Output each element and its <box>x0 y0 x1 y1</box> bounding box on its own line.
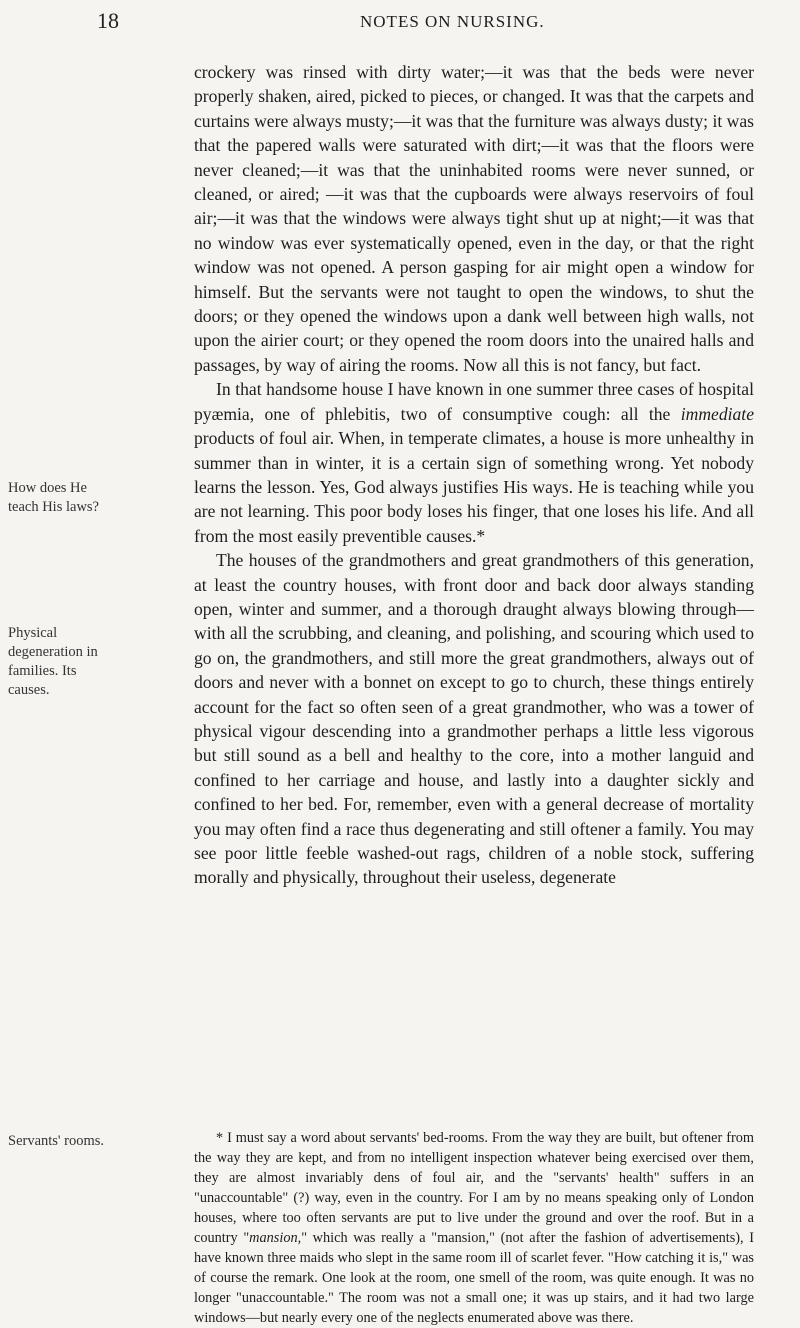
paragraph-continued: crockery was rinsed with dirty water;—it was that the beds were never properly shaken, aired, picked to pieces, or changed. It was that the carpets and curtains were always musty;—it was that the furniture was always dusty; it was that the papered walls were saturated with dirt;—it was that the floors were never cleaned;—it was that the uninhabited rooms were never sunned, or cleaned, or aired; —it was that the cupboards were always reservoirs of foul air;—it was that the windows were always tight shut up at night;—it was that no window was ever systematically opened, even in the day, or that the right window was not opened. A person gasping for air might open a window for himself. But the servants were not taught to open the windows, to shut the doors; or they opened the windows upon a dank well between high walls, not upon the airier court; or they opened the room doors into the unaired halls and passages, by way of airing the rooms. Now all this is not fancy, but fact. <box>194 62 754 375</box>
footnote-text: * I must say a word about servants' bed-rooms. From the way they are built, but oftener from the way they are kept, and from no intelligent inspection whatever being exercised over them, they are almost invariably dens of foul air, and the "servants' health" suffers in an "unaccountable" (?) way, even in the country. For I am by no means speaking only of London houses, where too often servants are put to live under the ground and over the roof. But in a country " <box>194 1130 754 1246</box>
emphasis-mansion: mansion, <box>249 1230 302 1246</box>
page-number: 18 <box>97 8 119 33</box>
footnote-text: " which was really a "mansion," (not after the fashion of advertisements), I have known three maids who slept in the same room ill of scarlet fever. "How catching it is," was of course the remark. One look at the room, one smell of the room, was quite enough. It was no longer "unaccountable." The room was not a small one; it was up stairs, and it had two large windows—but nearly every one of the neglects enumerated above was there. <box>194 1230 754 1326</box>
footnote <box>194 1128 754 1328</box>
main-body-text <box>194 60 754 890</box>
paragraph-grandmothers: The houses of the grandmothers and great grandmothers of this generation, at least the country houses, with front door and back door always standing open, winter and summer, and a thorough draught always blowing through—with all the scrubbing, and cleaning, and polishing, and scouring which used to go on, the grandmothers, and still more the great grandmothers, always out of doors and never with a bonnet on except to go to church, these things entirely account for the fact so often seen of a great grandmother, who was a tower of physical vigour descending into a grandmother perhaps a little less vigorous but still sound as a bell and healthy to the core, into a mother languid and confined to her carriage and house, and lastly into a daughter sickly and confined to her bed. For, remember, even with a general decrease of mortality you may often find a race thus degenerating and still oftener a family. You may see poor little feeble washed-out rags, children of a noble stock, suffering morally and physically, throughout their useless, degenerate <box>194 550 754 888</box>
margin-note-how-does-he-teach: How does He teach His laws? <box>8 480 99 515</box>
paragraph-handsome-house <box>194 377 754 548</box>
footnote-paragraph <box>194 1128 754 1328</box>
margin-note-physical-degeneration: Physical degeneration in families. Its causes. <box>8 625 98 698</box>
running-title: NOTES ON NURSING. <box>360 12 545 31</box>
paragraph-text: In that handsome house I have known in one summer three cases of hospital pyæmia, one of phlebitis, two of consumptive cough: all the <box>194 379 754 424</box>
paragraph-text: products of foul air. When, in temperate climates, a house is more unhealthy in summer than in winter, it is a certain sign of something wrong. Yet nobody learns the lesson. Yes, God always justifies His ways. He is teaching while you are not learning. This poor body loses his finger, that one loses his life. And all from the most easily preventible causes.* <box>194 428 754 546</box>
margin-note-servants-rooms: Servants' rooms. <box>8 1133 105 1149</box>
running-head <box>0 8 800 36</box>
emphasis-immediate: immediate <box>680 403 755 424</box>
